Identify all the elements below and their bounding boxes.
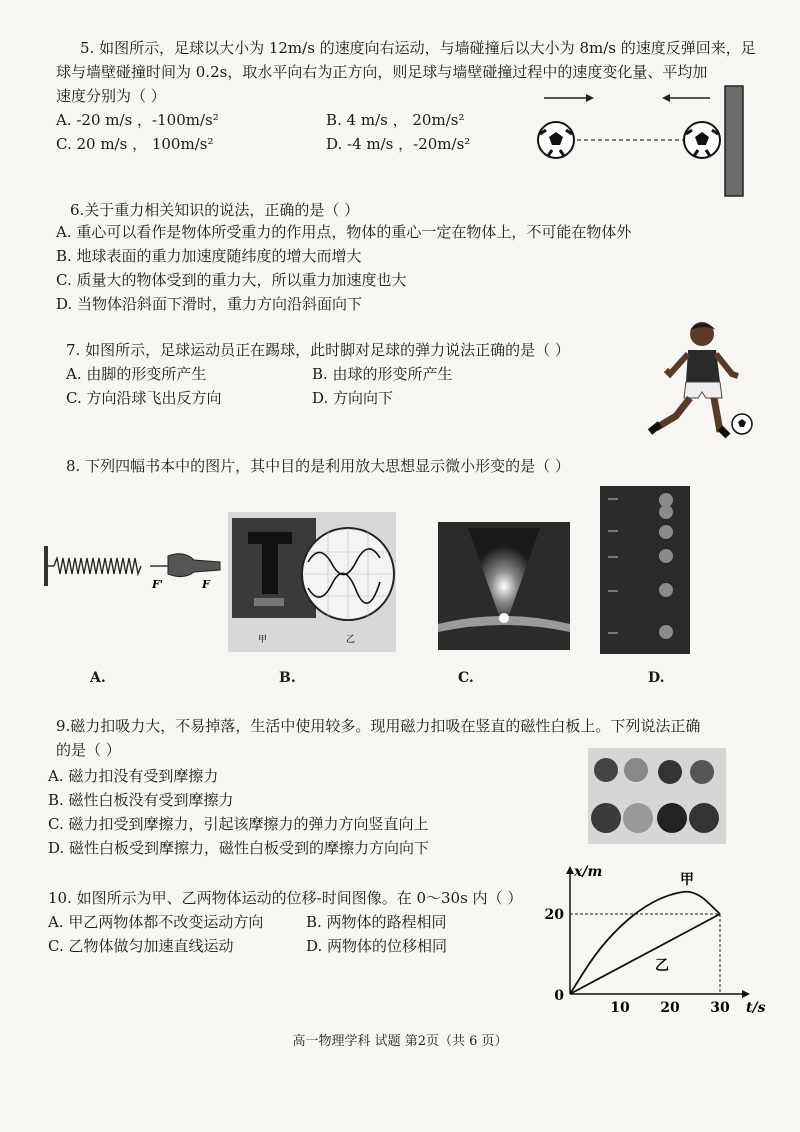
q7-option-b: B. 由球的形变所产生 <box>312 365 453 383</box>
q5-option-b: B. 4 m/s ， 20m/s² <box>326 111 465 129</box>
q8-figure-b-photo <box>228 512 396 652</box>
series-line-jia <box>570 892 720 994</box>
q10-xt-chart <box>540 864 766 1030</box>
q6-stem: 6.关于重力相关知识的说法，正确的是（ ） <box>70 201 360 219</box>
x-tick-label: 10 <box>610 1000 630 1016</box>
q9-option-d: D. 磁性白板受到摩擦力，磁性白板受到的摩擦力方向向下 <box>48 839 430 857</box>
q8-stem: 8. 下列四幅书本中的图片，其中目的是利用放大思想显示微小形变的是（ ） <box>66 457 570 475</box>
q8-figure-c-photo <box>438 522 570 650</box>
q7-figure-soccer-player <box>640 316 760 440</box>
force-label-f-prime: F' <box>152 578 164 591</box>
chart-axes <box>566 866 750 998</box>
label-jia: 甲 <box>258 635 268 645</box>
y-axis-arrow <box>566 866 574 874</box>
q7-option-a: A. 由脚的形变所产生 <box>66 365 207 383</box>
q10-option-c: C. 乙物体做匀加速直线运动 <box>48 937 234 955</box>
q10-option-a: A. 甲乙两物体都不改变运动方向 <box>48 913 264 931</box>
wall-shape <box>725 86 743 196</box>
q9-figure-magnets-photo <box>588 748 726 844</box>
x-tick-label: 20 <box>660 1000 680 1016</box>
q8-caption-a: A. <box>90 670 106 686</box>
soccer-ball-left-icon <box>538 122 574 158</box>
page-footer: 高一物理学科 试题 第2页（共 6 页） <box>292 1034 508 1049</box>
origin-label: 0 <box>554 988 564 1004</box>
q9-option-c: C. 磁力扣受到摩擦力，引起该摩擦力的弹力方向竖直向上 <box>48 815 429 833</box>
q5-line3: 速度分别为（ ） <box>56 87 166 105</box>
q5-line2: 球与墙壁碰撞时间为 0.2s，取水平向右为正方向，则足球与墙壁碰撞过程中的速度变化量、平均加 <box>56 63 708 81</box>
q8-caption-b: B. <box>279 670 296 686</box>
q5-option-c: C. 20 m/s ， 100m/s² <box>56 135 214 153</box>
q7-stem: 7. 如图所示，足球运动员正在踢球，此时脚对足球的弹力说法正确的是（ ） <box>66 341 570 359</box>
y-tick-label: 20 <box>544 907 564 923</box>
q6-option-d: D. 当物体沿斜面下滑时，重力方向沿斜面向下 <box>56 295 363 313</box>
q9-line1: 9.磁力扣吸力大，不易掉落，生活中使用较多。现用磁力扣吸在竖直的磁性白板上。下列说法正确 <box>56 717 701 735</box>
q6-option-c: C. 质量大的物体受到的重力大，所以重力加速度也大 <box>56 271 407 289</box>
q5-line1: 5. 如图所示，足球以大小为 12m/s 的速度向右运动，与墙碰撞后以大小为 8m/s 的速度反弹回来，足 <box>80 39 756 57</box>
x-axis-arrow <box>742 990 750 998</box>
x-axis-label: t/s <box>746 1000 766 1016</box>
q8-caption-c: C. <box>458 670 474 686</box>
soccer-ball-icon <box>732 414 752 434</box>
q8-figure-a-spring <box>44 540 224 600</box>
label-yi: 乙 <box>346 635 356 645</box>
q9-option-a: A. 磁力扣没有受到摩擦力 <box>48 767 219 785</box>
q10-stem: 10. 如图所示为甲、乙两物体运动的位移-时间图像。在 0～30s 内（ ） <box>48 889 523 907</box>
q9-line2: 的是（ ） <box>56 741 121 759</box>
q9-option-b: B. 磁性白板没有受到摩擦力 <box>48 791 234 809</box>
series-label-yi: 乙 <box>655 958 669 974</box>
y-axis-label: x/m <box>574 864 603 880</box>
q6-option-a: A. 重心可以看作是物体所受重力的作用点，物体的重心一定在物体上，不可能在物体外 <box>56 223 632 241</box>
q6-option-b: B. 地球表面的重力加速度随纬度的增大而增大 <box>56 247 362 265</box>
q10-option-d: D. 两物体的位移相同 <box>306 937 448 955</box>
chart-series <box>570 892 720 994</box>
q7-option-d: D. 方向向下 <box>312 389 394 407</box>
q5-option-d: D. -4 m/s ，-20m/s² <box>326 135 471 153</box>
q5-figure-ball-wall <box>530 82 750 202</box>
series-line-yi <box>570 914 720 994</box>
q10-option-b: B. 两物体的路程相同 <box>306 913 447 931</box>
q8-caption-d: D. <box>648 670 665 686</box>
x-tick-label: 30 <box>710 1000 730 1016</box>
chart-labels <box>545 864 766 1016</box>
q7-option-c: C. 方向沿球飞出反方向 <box>66 389 222 407</box>
q5-option-a: A. -20 m/s ，-100m/s² <box>56 111 219 129</box>
force-label-f: F <box>202 578 210 591</box>
soccer-ball-right-icon <box>684 122 720 158</box>
q8-figure-d-photo <box>600 486 690 654</box>
series-label-jia: 甲 <box>680 872 694 888</box>
